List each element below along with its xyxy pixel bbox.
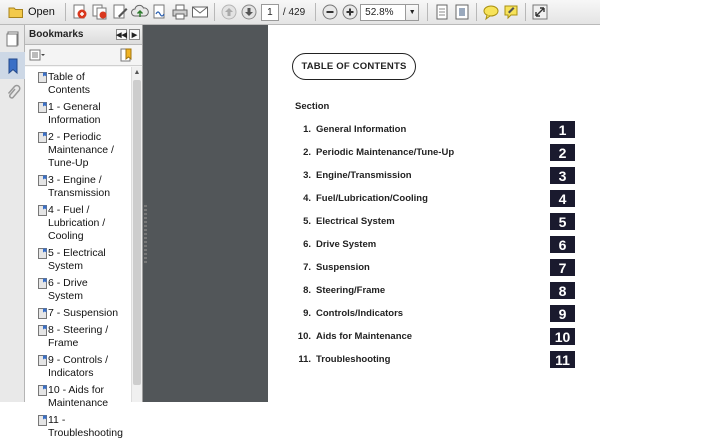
bookmark-page-icon [37, 72, 48, 83]
toc-section-tab: 11 [550, 351, 575, 368]
toc-section-tab: 5 [550, 213, 575, 230]
fit-width-button[interactable] [432, 2, 452, 22]
navigation-rail [0, 25, 25, 402]
toc-row[interactable] [268, 121, 718, 138]
zoom-in-button[interactable] [340, 2, 360, 22]
expand-icon [532, 4, 548, 20]
toolbar-separator [65, 3, 66, 21]
arrow-down-icon [241, 4, 257, 20]
toc-row-title: Aids for Maintenance [316, 331, 413, 342]
toc-row[interactable] [268, 282, 718, 299]
bookmark-item[interactable] [25, 202, 131, 245]
toolbar-separator [214, 3, 215, 21]
combine-icon [92, 4, 108, 20]
toc-section-tab: 6 [550, 236, 575, 253]
bookmark-page-icon [37, 415, 48, 426]
bookmarks-rail-button[interactable] [0, 52, 25, 79]
bookmark-item[interactable] [25, 99, 131, 129]
toc-section-tab: 2 [550, 144, 575, 161]
scroll-up-arrow-icon[interactable]: ▲ [133, 69, 141, 76]
bookmark-item[interactable] [25, 129, 131, 172]
new-bookmark-button[interactable] [120, 48, 134, 62]
page-thumbnails-button[interactable] [0, 25, 25, 52]
minus-icon [322, 4, 338, 20]
toc-row-number: 1. [303, 124, 311, 135]
toc-row-title: Engine/Transmission [316, 170, 412, 181]
toc-row-title: Drive System [316, 239, 377, 250]
options-list-icon [29, 49, 45, 61]
email-button[interactable] [190, 2, 210, 22]
bookmark-item[interactable] [25, 305, 131, 322]
bookmark-item[interactable] [25, 352, 131, 382]
toc-row-title: Fuel/Lubrication/Cooling [316, 193, 428, 204]
toc-row-number: 6. [303, 239, 311, 250]
bookmark-page-icon [37, 325, 48, 336]
bookmarks-toolbar [25, 45, 142, 66]
toc-row-title: General Information [316, 124, 407, 135]
bookmark-item[interactable] [25, 172, 131, 202]
highlighter-icon [502, 4, 520, 20]
toc-section-tab: 7 [550, 259, 575, 276]
bookmark-label: 5 - Electrical System [48, 247, 106, 272]
bookmark-label: 4 - Fuel / Lubrication / Cooling [48, 204, 106, 242]
toc-title: TABLE OF CONTENTS [292, 53, 416, 80]
page-thumbnails-icon [6, 31, 20, 47]
bookmark-item[interactable] [25, 245, 131, 275]
chevron-down-icon: ▼ [408, 8, 416, 16]
zoom-level-input[interactable]: 52.8% [360, 4, 406, 21]
bookmarks-panel-header [25, 25, 142, 45]
bookmark-label: 6 - Drive System [48, 277, 88, 302]
toc-row[interactable] [268, 213, 718, 230]
toc-row-number: 4. [303, 193, 311, 204]
bookmark-label: 8 - Steering / Frame [48, 324, 109, 349]
sign-icon [152, 4, 168, 20]
combine-button[interactable] [90, 2, 110, 22]
highlight-button[interactable] [501, 2, 521, 22]
bookmark-label: 1 - General Information [48, 101, 101, 126]
paperclip-icon [6, 85, 20, 101]
create-pdf-button[interactable] [70, 2, 90, 22]
attachments-button[interactable] [0, 79, 25, 106]
scrollbar-thumb[interactable] [133, 80, 141, 385]
bookmarks-list [25, 67, 131, 439]
panel-resize-handle[interactable] [144, 205, 147, 265]
bookmarks-panel [25, 25, 143, 439]
arrow-up-icon [221, 4, 237, 20]
cloud-upload-icon [131, 4, 149, 20]
toc-row-title: Troubleshooting [316, 354, 391, 365]
bookmark-options-button[interactable] [29, 49, 45, 61]
edit-document-icon [112, 4, 128, 20]
bookmarks-panel-title: Bookmarks [29, 29, 84, 40]
toc-row[interactable] [268, 351, 718, 368]
bookmark-page-icon [37, 248, 48, 259]
bookmark-item[interactable] [25, 275, 131, 305]
open-label: Open [28, 6, 55, 18]
zoom-dropdown-button[interactable] [406, 4, 419, 21]
toolbar-separator [315, 3, 316, 21]
bookmark-item[interactable] [25, 322, 131, 352]
bookmark-item[interactable] [25, 412, 131, 442]
bookmark-page-icon [37, 175, 48, 186]
toc-row[interactable] [268, 259, 718, 276]
toc-row[interactable] [268, 305, 718, 322]
bookmark-page-icon [37, 278, 48, 289]
printer-icon [171, 4, 189, 20]
zoom-out-button[interactable] [320, 2, 340, 22]
previous-page-button[interactable] [219, 2, 239, 22]
toc-row[interactable] [268, 328, 718, 345]
toolbar-separator [525, 3, 526, 21]
bookmark-label: 2 - Periodic Maintenance / Tune-Up [48, 131, 114, 169]
toc-row[interactable] [268, 190, 718, 207]
panel-menu-button[interactable] [129, 29, 140, 40]
bookmark-page-icon [37, 355, 48, 366]
double-chevron-left-icon: ◀◀ [116, 31, 127, 39]
collapse-panel-button[interactable] [116, 29, 127, 40]
toc-row-title: Suspension [316, 262, 370, 273]
toc-section-tab: 4 [550, 190, 575, 207]
page-number-input[interactable]: 1 [261, 4, 279, 21]
toc-row-number: 10. [297, 331, 311, 342]
chevron-right-icon: ▶ [131, 31, 138, 39]
toc-row-number: 8. [303, 285, 311, 296]
toc-section-label: Section [295, 101, 330, 112]
bookmark-page-icon [37, 205, 48, 216]
bookmark-label: 10 - Aids for Maintenance [48, 384, 109, 409]
toolbar-separator [427, 3, 428, 21]
comment-button[interactable] [481, 2, 501, 22]
expand-button[interactable] [530, 2, 550, 22]
bookmark-label: 11 - Troubleshooting [48, 414, 123, 439]
pdf-page [268, 25, 718, 402]
toc-row[interactable] [268, 236, 718, 253]
edit-button[interactable] [110, 2, 130, 22]
folder-icon [8, 5, 24, 19]
toc-row-number: 3. [303, 170, 311, 181]
toc-section-tab: 8 [550, 282, 575, 299]
bookmark-label: Table of Contents [48, 71, 91, 96]
toc-section-tab: 3 [550, 167, 575, 184]
toc-row[interactable] [268, 144, 718, 161]
toc-section-tab: 10 [550, 328, 575, 345]
bookmark-label: 7 - Suspension [48, 307, 119, 319]
page-total: / 429 [282, 6, 306, 18]
bookmark-item[interactable] [25, 382, 131, 412]
toc-section-tab: 1 [550, 121, 575, 138]
envelope-icon [191, 5, 209, 19]
bookmark-page-icon [37, 308, 48, 319]
toc-row-title: Steering/Frame [316, 285, 386, 296]
bookmark-page-icon [37, 385, 48, 396]
bookmark-page-icon [37, 102, 48, 113]
toc-row-number: 2. [303, 147, 311, 158]
next-page-button[interactable] [239, 2, 259, 22]
bookmark-label: 9 - Controls / Indicators [48, 354, 109, 379]
toolbar-separator [476, 3, 477, 21]
bookmark-item[interactable] [25, 69, 131, 99]
document-viewport [143, 25, 600, 402]
toc-section-tab: 9 [550, 305, 575, 322]
bookmark-page-icon [37, 132, 48, 143]
print-button[interactable] [170, 2, 190, 22]
upload-button[interactable] [130, 2, 150, 22]
toc-row-number: 7. [303, 262, 311, 273]
plus-icon [342, 4, 358, 20]
toc-row-title: Periodic Maintenance/Tune-Up [316, 147, 455, 158]
toc-row-title: Controls/Indicators [316, 308, 404, 319]
fit-page-icon [454, 4, 470, 20]
toc-row-number: 11. [298, 354, 311, 365]
toc-row[interactable] [268, 167, 718, 184]
toc-row-title: Electrical System [316, 216, 395, 227]
speech-bubble-icon [482, 4, 500, 20]
new-bookmark-icon [120, 48, 134, 62]
fit-page-button[interactable] [452, 2, 472, 22]
create-pdf-icon [72, 4, 88, 20]
bookmarks-scrollbar[interactable] [131, 67, 142, 402]
fit-width-icon [434, 4, 450, 20]
toc-row-number: 9. [303, 308, 311, 319]
bookmark-label: 3 - Engine / Transmission [48, 174, 111, 199]
sign-button[interactable] [150, 2, 170, 22]
open-button[interactable] [4, 2, 59, 22]
bookmark-icon [7, 58, 19, 74]
toc-row-number: 5. [303, 216, 311, 227]
main-toolbar [0, 0, 600, 25]
